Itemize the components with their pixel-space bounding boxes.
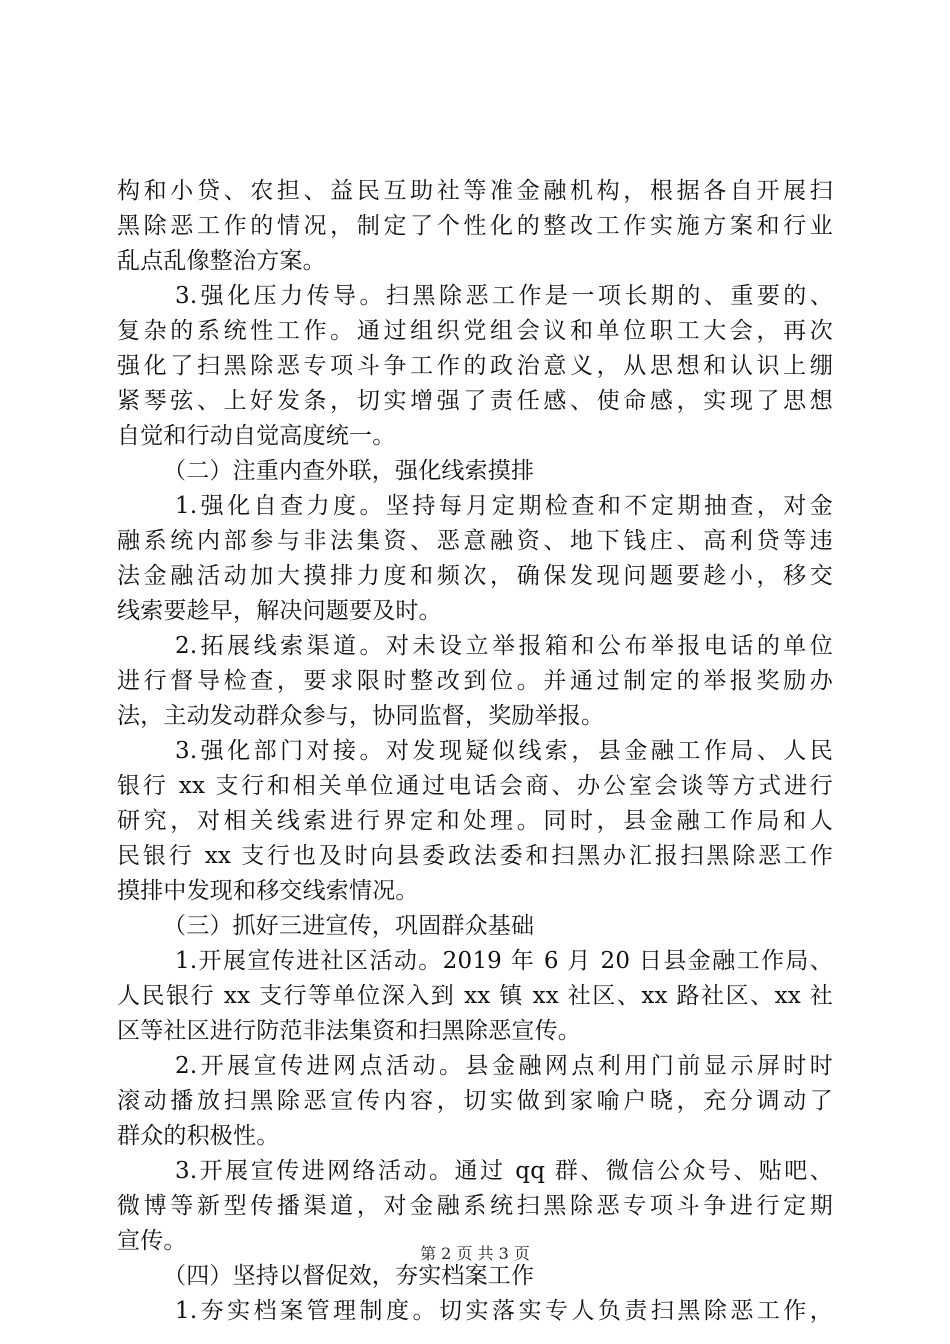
text-line: 紧琴弦、上好发条，切实增强了责任感、使命感，实现了思想 [117,388,833,414]
text-line: 线索要趁早，解决问题要及时。 [117,598,442,624]
text-line: 自觉和行动自觉高度统一。 [117,423,396,449]
text-line: 2.开展宣传进网点活动。县金融网点利用门前显示屏时时 [175,1053,833,1079]
text-line: 黑除恶工作的情况，制定了个性化的整改工作实施方案和行业 [117,213,833,239]
text-line: 人民银行 xx 支行等单位深入到 xx 镇 xx 社区、xx 路社区、xx 社 [117,983,833,1009]
text-line: 2.拓展线索渠道。对未设立举报箱和公布举报电话的单位 [175,633,833,659]
text-line: 乱点乱像整治方案。 [117,248,326,274]
text-line: 民银行 xx 支行也及时向县委政法委和扫黑办汇报扫黑除恶工作 [117,843,833,869]
text-line: 研究，对相关线索进行界定和处理。同时，县金融工作局和人 [117,808,833,834]
document-body [117,174,833,1329]
text-line: 法金融活动加大摸排力度和频次，确保发现问题要趁小，移交 [117,563,833,589]
text-line: 强化了扫黑除恶专项斗争工作的政治意义，从思想和认识上绷 [117,353,833,379]
section-heading: （二）注重内查外联，强化线索摸排 [163,458,535,484]
text-line: 微博等新型传播渠道，对金融系统扫黑除恶专项斗争进行定期 [117,1193,833,1219]
text-line: 构和小贷、农担、益民互助社等准金融机构，根据各自开展扫 [117,178,833,204]
text-line: 进行督导检查，要求限时整改到位。并通过制定的举报奖励办 [117,668,833,694]
text-line: 1.夯实档案管理制度。切实落实专人负责扫黑除恶工作， [175,1298,833,1324]
text-line: 1.开展宣传进社区活动。2019 年 6 月 20 日县金融工作局、 [175,948,833,974]
text-line: 区等社区进行防范非法集资和扫黑除恶宣传。 [117,1018,581,1044]
text-line: 滚动播放扫黑除恶宣传内容，切实做到家喻户晓，充分调动了 [117,1088,833,1114]
text-line: 法，主动发动群众参与，协同监督，奖励举报。 [117,703,605,729]
text-line: 银行 xx 支行和相关单位通过电话会商、办公室会谈等方式进行 [117,773,833,799]
text-line: 3.强化部门对接。对发现疑似线索，县金融工作局、人民 [175,738,833,764]
text-line: 摸排中发现和移交线索情况。 [117,878,419,904]
text-line: 群众的积极性。 [117,1123,280,1149]
text-line: 融系统内部参与非法集资、恶意融资、地下钱庄、高利贷等违 [117,528,833,554]
page-footer [0,1244,950,1264]
text-line: 3.强化压力传导。扫黑除恶工作是一项长期的、重要的、 [175,283,833,309]
text-line: 1.强化自查力度。坚持每月定期检查和不定期抽查，对金 [175,493,833,519]
text-line: 宣传。 [117,1228,187,1254]
page-number-label: 第 2 页 共 3 页 [420,1244,530,1263]
section-heading: （四）坚持以督促效，夯实档案工作 [163,1263,535,1289]
text-line: 复杂的系统性工作。通过组织党组会议和单位职工大会，再次 [117,318,833,344]
text-line: 3.开展宣传进网络活动。通过 qq 群、微信公众号、贴吧、 [175,1158,833,1184]
section-heading: （三）抓好三进宣传，巩固群众基础 [163,913,535,939]
